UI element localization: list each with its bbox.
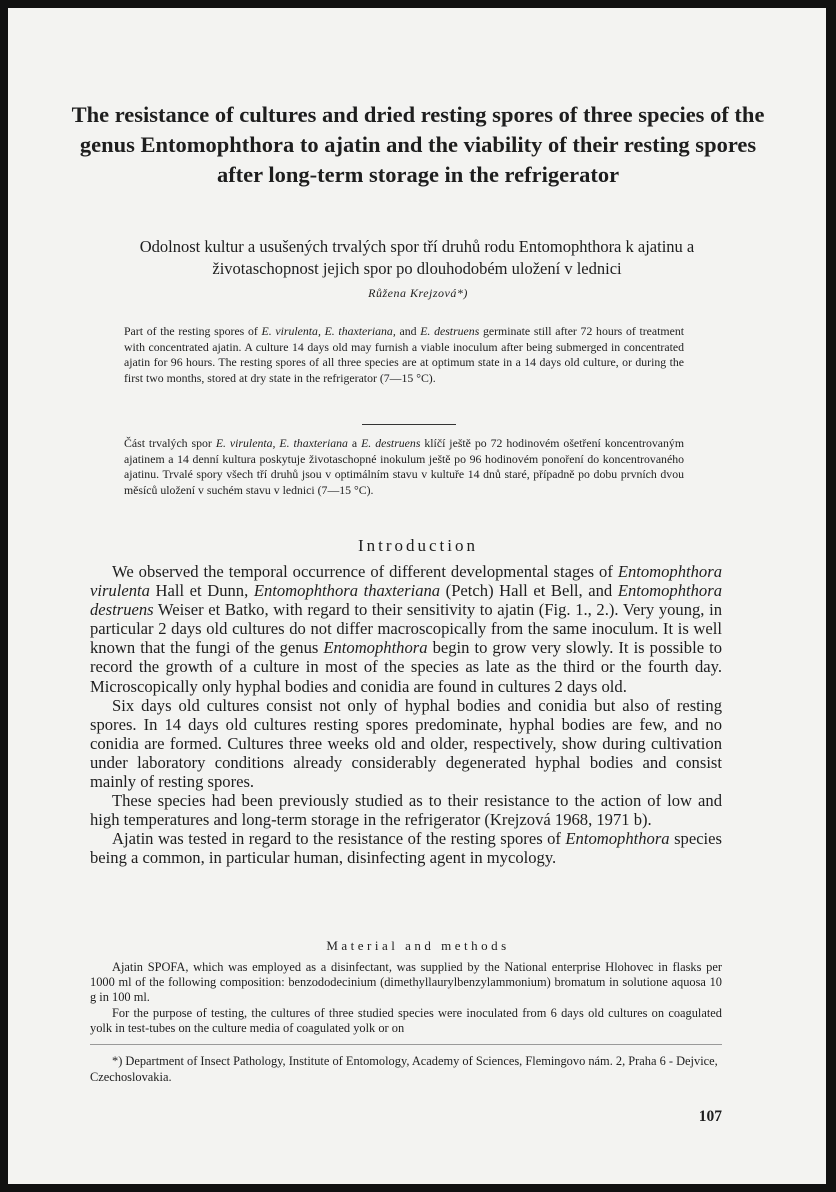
intro-paragraph: These species had been previously studied as to their resistance to the action of low and high temperatures and long-term storage in the refrigerator (Krejzová 1968, 1971 b). xyxy=(90,791,722,830)
methods-heading: Material and methods xyxy=(326,938,510,953)
journal-page xyxy=(8,8,826,1184)
methods-body xyxy=(90,960,722,1036)
author-name: Růžena Krejzová*) xyxy=(368,286,468,300)
czech-abstract: Část trvalých spor E. virulenta, E. thaxteriana a E. destruens klíčí ještě po 72 hodinovém ošetření koncentrovaným ajatinem a 14 denní kultura poskytuje životaschopné inokulum ještě po 96 hodinovém ponoření do koncentrovaného ajatinu. Trvalé spory všech tří druhů jsou v optimálním stavu v kultuře 14 dnů staré, případně po dobu prvních dvou měsíců uložení v suchém stavu v lednici (7—15 °C). xyxy=(124,436,684,497)
article-title: The resistance of cultures and dried resting spores of three species of the genus Entomophthora to ajatin and the viability of their resting spores after long-term storage in the refrigerator xyxy=(71,102,765,187)
methods-paragraph: Ajatin SPOFA, which was employed as a disinfectant, was supplied by the National enterprise Hlohovec in flasks per 1000 ml of the following composition: benzododecinium (dimethyllaurylbenzylammonium) bromatum in solutione aquosa 10 g in 100 ml. xyxy=(90,960,722,1005)
intro-paragraph: Six days old cultures consist not only of hyphal bodies and conidia but also of resting spores. In 14 days old cultures resting spores predominate, hyphal bodies are few, and no conidia are formed. Cultures three weeks old and older, respectively, show during cultivation under laboratory conditions already considerably degenerated hyphal bodies and consist mainly of resting spores. xyxy=(90,695,722,792)
footnote-rule xyxy=(90,1044,722,1045)
footnote-text: *) Department of Insect Pathology, Institute of Entomology, Academy of Sciences, Flemingovo nám. 2, Praha 6 - Dejvice, Czechoslovakia. xyxy=(90,1054,718,1084)
page-number: 107 xyxy=(698,1108,722,1125)
introduction-heading: Introduction xyxy=(357,536,479,555)
abstract-separator xyxy=(362,424,456,425)
footnote xyxy=(90,1054,722,1085)
introduction-body xyxy=(90,562,722,868)
methods-paragraph: For the purpose of testing, the cultures of three studied species were inoculated from 6 days old cultures on coagulated yolk in test-tubes on the culture media of coagulated yolk or on xyxy=(90,1005,722,1035)
intro-paragraph: Ajatin was tested in regard to the resistance of the resting spores of Entomophthora species being a common, in particular human, disinfecting agent in mycology. xyxy=(90,829,722,868)
english-abstract: Part of the resting spores of E. virulenta, E. thaxteriana, and E. destruens germinate still after 72 hours of treatment with concentrated ajatin. A culture 14 days old may furnish a viable inoculum after being submerged in concentrated ajatin for 96 hours. The resting spores of all three species are at optimum state in a 14 days old culture, or during the first two months, stored at dry state in the refrigerator (7—15 °C). xyxy=(124,324,685,385)
intro-paragraph: We observed the temporal occurrence of different developmental stages of Entomophthora virulenta Hall et Dunn, Entomophthora thaxteriana (Petch) Hall et Bell, and Entomophthora destruens Weiser et Batko, with regard to their sensitivity to ajatin (Fig. 1., 2.). Very young, in particular 2 days old cultures do not differ macroscopically from the same inoculum. It is well known that the fungi of the genus Entomophthora begin to grow very slowly. It is possible to record the growth of a culture in most of the species as late as the third or the fourth day. Microscopically only hyphal bodies and conidia are found in cultures 2 days old. xyxy=(90,562,722,696)
czech-title: Odolnost kultur a usušených trvalých spor tří druhů rodu Entomophthora k ajatinu a životaschopnost jejich spor po dlouhodobém uložení v lednici xyxy=(139,237,695,278)
